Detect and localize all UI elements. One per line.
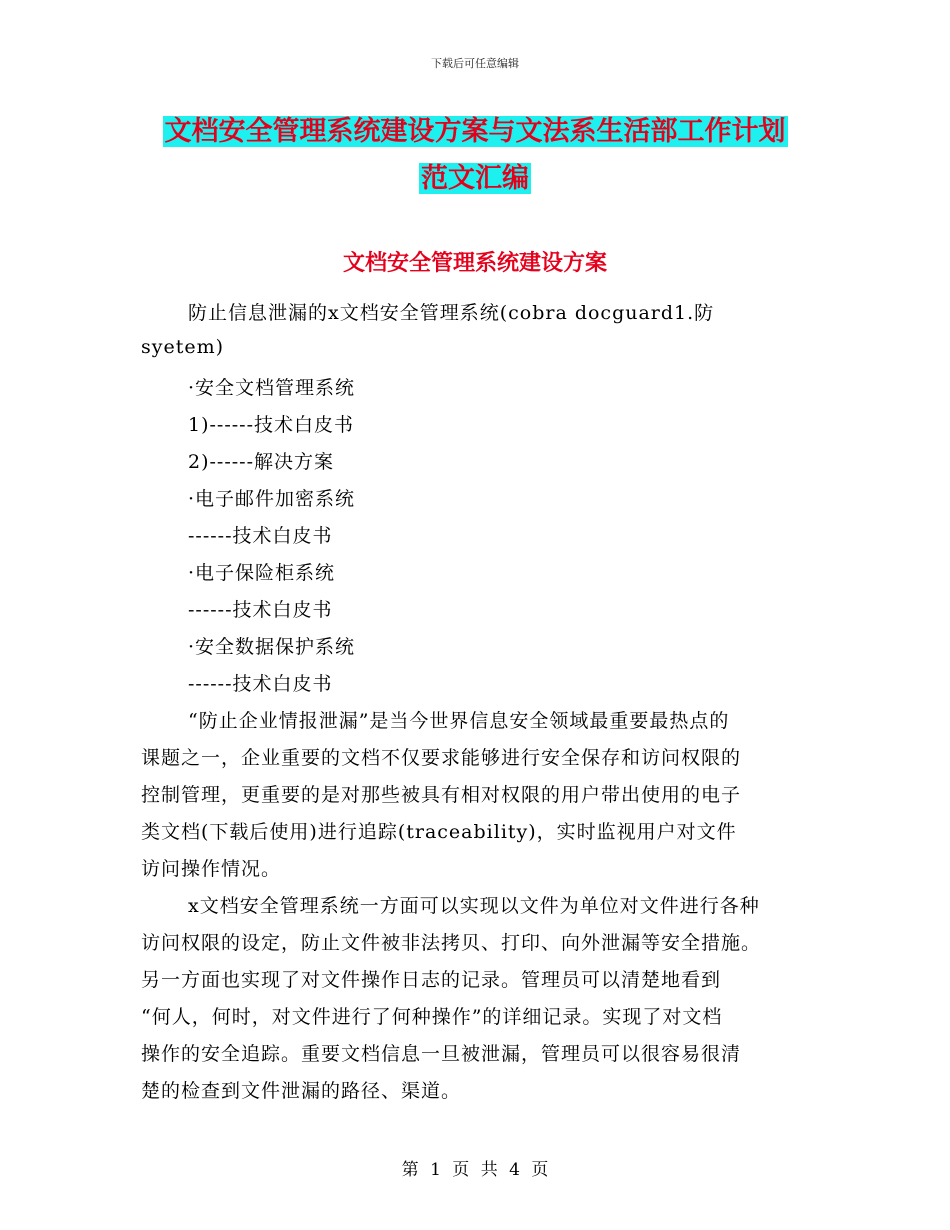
paragraph-line: 楚的检查到文件泄漏的路径、渠道。 <box>141 1080 462 1102</box>
document-title <box>0 108 950 202</box>
section-title: 文档安全管理系统建设方案 <box>342 251 607 276</box>
list-item: 2)------解决方案 <box>188 451 335 473</box>
list-item: ·安全文档管理系统 <box>188 377 356 399</box>
list-item: 1)------技术白皮书 <box>188 414 355 436</box>
list-item: ------技术白皮书 <box>188 525 333 547</box>
paragraph-line: 防止信息泄漏的x文档安全管理系统(cobra docguard1.防 <box>188 302 715 324</box>
paragraph-line: “防止企业情报泄漏”是当今世界信息安全领域最重要最热点的 <box>188 710 730 732</box>
paragraph-line: 访问权限的设定，防止文件被非法拷贝、打印、向外泄漏等安全措施。 <box>141 932 762 954</box>
list-item: ------技术白皮书 <box>188 673 333 695</box>
paragraph-line: 类文档(下载后使用)进行追踪(traceability)，实时监视用户对文件 <box>141 821 737 843</box>
title-line-1: 文档安全管理系统建设方案与文法系生活部工作计划 <box>164 116 786 147</box>
list-item: ·电子邮件加密系统 <box>188 488 356 510</box>
list-item: ------技术白皮书 <box>188 599 333 621</box>
list-item: ·安全数据保护系统 <box>188 636 356 658</box>
paragraph-line: 控制管理，更重要的是对那些被具有相对权限的用户带出使用的电子 <box>141 784 742 806</box>
list-item: ·电子保险柜系统 <box>188 562 336 584</box>
paragraph-line: x文档安全管理系统一方面可以实现以文件为单位对文件进行各种 <box>188 895 760 917</box>
paragraph-line: syetem) <box>141 336 225 358</box>
title-line-2: 范文汇编 <box>421 163 529 194</box>
paragraph-line: “何人，何时，对文件进行了何种操作”的详细记录。实现了对文档 <box>141 1006 723 1028</box>
page-number: 第 1 页 共 4 页 <box>401 1160 549 1180</box>
paragraph-line: 另一方面也实现了对文件操作日志的记录。管理员可以清楚地看到 <box>141 969 722 991</box>
paragraph-line: 访问操作情况。 <box>141 858 282 880</box>
header-note: 下载后可任意编辑 <box>431 57 519 70</box>
paragraph-line: 操作的安全追踪。重要文档信息一旦被泄漏，管理员可以很容易很清 <box>141 1043 742 1065</box>
paragraph-line: 课题之一，企业重要的文档不仅要求能够进行安全保存和访问权限的 <box>141 747 742 769</box>
